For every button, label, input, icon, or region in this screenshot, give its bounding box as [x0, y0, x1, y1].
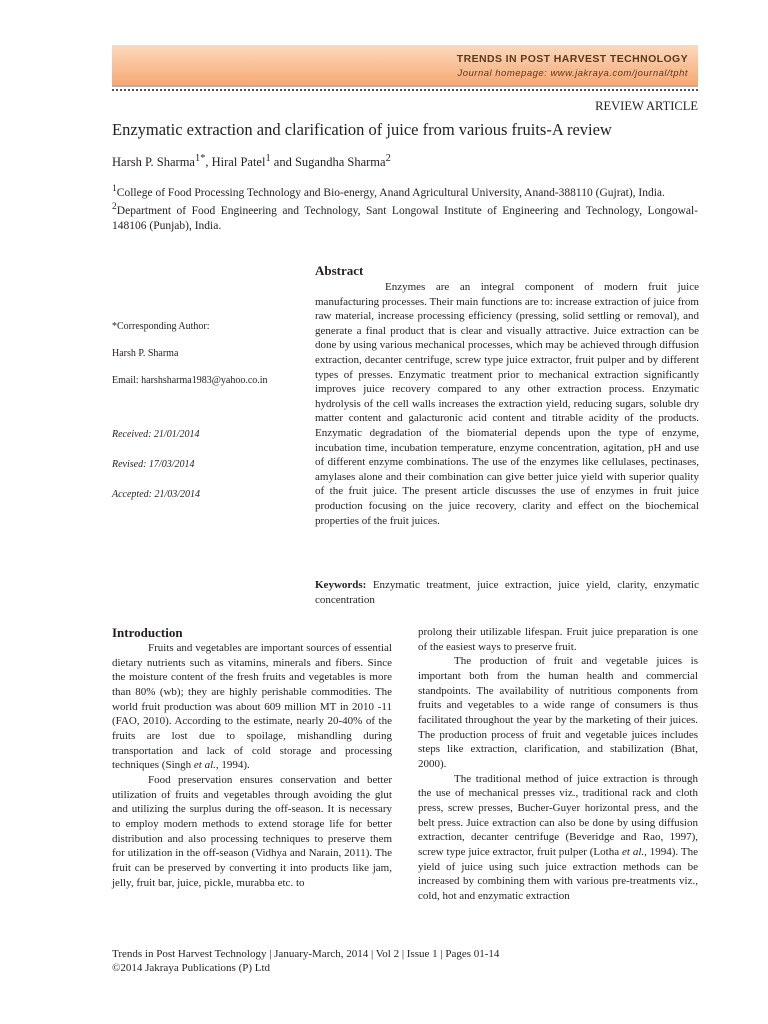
- paragraph: The traditional method of juice extraction is through the use of mechanical presses viz., traditional rack and cloth press, screw presses, Bucher-Guyer horizontal press, and the belt press. Juice extraction can also be done by using diffusion extraction, decanter centrifuge (Beveridge and Rao, 1997), screw type juice extractor, fruit pulper (Lotha et al., 1994). The yield of juice using such juice extraction methods can be increased by combining them with various pre-treatments viz., cold, hot and enzymatic extraction: [418, 772, 698, 902]
- keywords-text: Enzymatic treatment, juice extraction, juice yield, clarity, enzymatic concentration: [315, 579, 699, 606]
- body-column-left: [112, 641, 392, 890]
- footer-citation: Trends in Post Harvest Technology | January-March, 2014 | Vol 2 | Issue 1 | Pages 01-14: [112, 948, 500, 960]
- article-title: Enzymatic extraction and clarification of juice from various fruits-A review: [112, 120, 612, 139]
- affiliations: [112, 182, 698, 233]
- author-separator: ,: [205, 155, 212, 170]
- author-affiliation-marker: 1: [265, 153, 271, 164]
- author-affiliation-marker: 1*: [194, 153, 206, 164]
- paragraph: Food preservation ensures conservation and better utilization of fruits and vegetables through avoiding the glut and utilizing the surplus during the off-season. It is necessary to employ modern methods to extend storage life for better distribution and also processing techniques to preserve them for utilization in the off-season (Vidhya and Narain, 2011). The fruit can be preserved by converting it into products like jam, jelly, fruit bar, juice, pickle, murabba etc. to: [112, 773, 392, 889]
- affiliation-marker: 1: [112, 183, 117, 194]
- author-name: Hiral Patel: [211, 155, 266, 170]
- page-footer: [112, 947, 499, 975]
- journal-header-banner: [112, 45, 698, 87]
- affiliation-marker: 2: [112, 201, 117, 213]
- footer-copyright: ©2014 Jakraya Publications (P) Ltd: [112, 962, 271, 974]
- corresponding-author-email[interactable]: Email: harshsharma1983@yahoo.co.in: [112, 375, 268, 386]
- affiliation-item: [112, 200, 698, 233]
- affiliation-text: Department of Food Engineering and Technology, Sant Longowal Institute of Engineering and Technology, Longowal-148106 (Punjab), India.: [112, 205, 698, 232]
- accepted-date: Accepted: 21/03/2014: [112, 489, 201, 500]
- author-name: Sugandha Sharma: [294, 155, 386, 170]
- body-column-right: [418, 625, 698, 903]
- journal-name: TRENDS IN POST HARVEST TECHNOLOGY: [456, 53, 688, 65]
- author-separator: and: [270, 155, 295, 170]
- keywords: [315, 578, 699, 607]
- introduction-heading: Introduction: [112, 625, 183, 640]
- paragraph: The production of fruit and vegetable juices is important both from the human health and commercial standpoints. The availability of nutritious components from fruits and vegetables to a wide range of consumers is thus facilitated throughout the year by the marketing of their juices. The production process of fruit and vegetable juices includes steps like extraction, clarification, and stabilization (Bhat, 2000).: [418, 655, 698, 770]
- paragraph: Fruits and vegetables are important sources of essential dietary nutrients such as vitamins, minerals and fibers. Since the moisture content of the fresh fruits and vegetables is more than 80% (wb); they are highly perishable commodities. The world fruit production was about 609 million MT in 2010 -11 (FAO, 2010). According to the estimate, nearly 20-40% of the fruits are lost due to spoilage, mishandling during transportation and lack of cold storage and processing techniques (Singh et al., 1994).: [112, 642, 392, 772]
- paragraph: prolong their utilizable lifespan. Fruit juice preparation is one of the easiest ways to preserve fruit.: [418, 626, 698, 653]
- article-type: REVIEW ARTICLE: [595, 99, 698, 113]
- author-affiliation-marker: 2: [385, 153, 391, 164]
- affiliation-text: College of Food Processing Technology and Bio-energy, Anand Agricultural University, Anand-388110 (Gujrat), India.: [116, 186, 665, 199]
- affiliation-item: [112, 182, 698, 200]
- corresponding-author-name: Harsh P. Sharma: [112, 348, 179, 359]
- journal-homepage[interactable]: Journal homepage: www.jakraya.com/journal/tpht: [457, 68, 688, 79]
- corresponding-author-label: *Corresponding Author:: [112, 321, 210, 332]
- abstract-text: Enzymes are an integral component of modern fruit juice manufacturing processes. Their main functions are to: increase extraction of juice from raw material, increase processing efficiency (pressing, solid settling or removal), and generate a final product that is clear and visually attractive. Juice extraction can be done by using various mechanical processes, which may be achieved through diffusion extraction, decanter centrifuge, screw type juice extractor, fruit pulper and by different types of presses. Enzymatic treatment prior to mechanical extraction significantly improves juice recovery compared to any other extraction process. Enzymatic hydrolysis of the cell walls increases the extraction yield, reducing sugars, soluble dry matter content and galacturonic acid content and titrable acidity of the products. Enzymatic degradation of the biomaterial depends upon the type of enzyme, incubation time, incubation temperature, enzyme concentration, agitation, pH and use of different enzyme combinations. The use of the enzymes like cellulases, pectinases, amylases alone and their combination can give better juice yield with superior quality of the fruit juice. The present article discusses the use of enzymes in fruit juice production focusing on the juice recovery, clarity and effect on the biochemical properties of the fruit juices.: [315, 281, 699, 527]
- header-divider: [112, 89, 698, 91]
- author-list: [112, 153, 391, 170]
- received-date: Received: 21/01/2014: [112, 429, 200, 440]
- abstract-heading: Abstract: [315, 263, 364, 278]
- author-name: Harsh P. Sharma: [112, 155, 195, 170]
- revised-date: Revised: 17/03/2014: [112, 459, 195, 470]
- keywords-label: Keywords:: [315, 579, 367, 591]
